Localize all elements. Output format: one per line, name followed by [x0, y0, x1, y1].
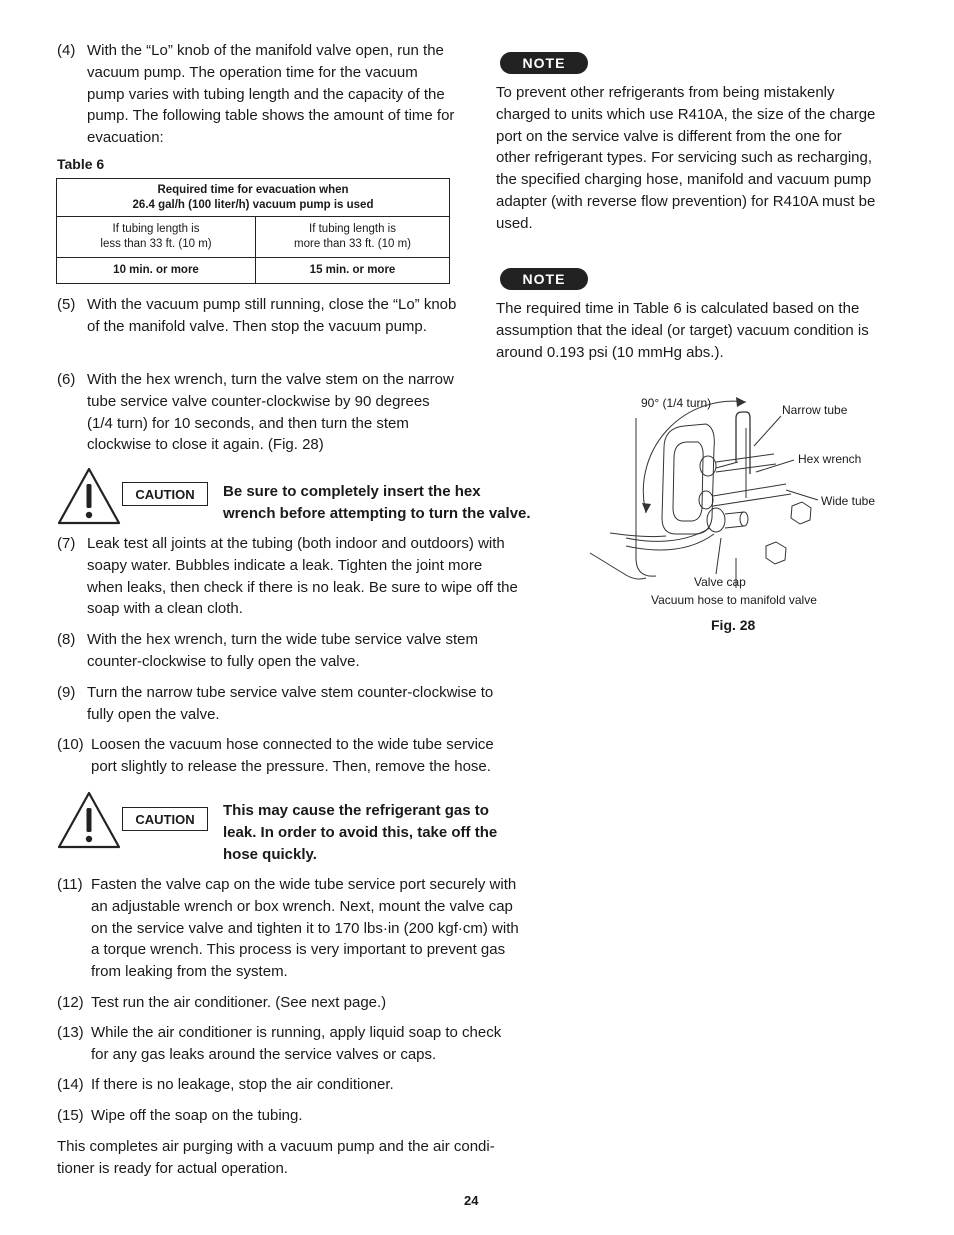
figure-label: 90° (1/4 turn) — [641, 396, 712, 410]
step-text: If there is no leakage, stop the air conditioner. — [91, 1076, 394, 1093]
table-header — [57, 179, 450, 217]
step-11 — [57, 874, 522, 983]
step-text: Turn the narrow tube service valve stem counter-clockwise to fully open the valve. — [87, 684, 494, 723]
step-15 — [57, 1105, 522, 1127]
step-number: (8) — [57, 631, 76, 648]
table-header-line: 26.4 gal/h (100 liter/h) vacuum pump is used — [132, 198, 374, 211]
table-header-line: Required time for evacuation when — [157, 183, 349, 196]
note-label: NOTE — [500, 268, 588, 290]
figure-caption: Fig. 28 — [711, 617, 756, 633]
step-4 — [57, 40, 457, 149]
figure-label: Valve cap — [694, 575, 746, 589]
step-text: With the hex wrench, turn the wide tube service valve stem counter-clockwise to fully open the valve. — [87, 631, 479, 670]
caution-label: CAUTION — [122, 807, 208, 831]
warning-triangle-icon — [56, 466, 122, 526]
step-number: (5) — [57, 296, 76, 313]
step-text: Loosen the vacuum hose connected to the wide tube service port slightly to release the pressure. Then, remove the hose. — [91, 736, 494, 775]
step-text: Fasten the valve cap on the wide tube service port securely with an adjustable wrench or box wrench. Next, mount the valve cap on the service valve and tighten it to 170 lbs·in (200 kgf·cm) with a torque wrench. This process is very important to prevent gas from leaking from the system. — [91, 876, 519, 981]
caution-text — [223, 800, 497, 866]
step-8 — [57, 629, 522, 673]
step-text: Leak test all joints at the tubing (both indoor and outdoors) with soapy water. Bubbles indicate a leak. Tighten the joint more when leaks, then check if there is no leak. Be sure to wipe off the soap with a clean cloth. — [87, 535, 518, 618]
step-10 — [57, 734, 522, 778]
step-number: (11) — [57, 876, 83, 893]
step-number: (4) — [57, 42, 76, 59]
step-14 — [57, 1074, 522, 1096]
step-text: With the vacuum pump still running, close the “Lo” knob of the manifold valve. Then stop the vacuum pump. — [87, 296, 457, 335]
step-text: With the “Lo” knob of the manifold valve open, run the vacuum pump. The operation time for the vacuum pump varies with tubing length and the capacity of the pump. The following table shows the amount of time for evacuation: — [87, 42, 455, 147]
step-number: (7) — [57, 535, 76, 552]
page-number: 24 — [464, 1193, 479, 1208]
step-number: (13) — [57, 1024, 84, 1041]
step-number: (12) — [57, 994, 84, 1011]
figure-label: Wide tube — [821, 494, 876, 508]
step-13 — [57, 1022, 522, 1066]
caution-line: wrench before attempting to turn the valve. — [223, 505, 531, 522]
figure-label: Narrow tube — [782, 403, 848, 417]
figure-label: Hex wrench — [798, 452, 862, 466]
table-cell-line: If tubing length is — [112, 223, 200, 235]
caution-line: This may cause the refrigerant gas to — [223, 802, 489, 819]
caution-line: leak. In order to avoid this, take off the — [223, 824, 498, 841]
caution-line: Be sure to completely insert the hex — [223, 483, 481, 500]
step-number: (9) — [57, 684, 76, 701]
step-number: (6) — [57, 371, 76, 388]
caution-text — [223, 481, 531, 525]
warning-triangle-icon — [56, 790, 122, 850]
table-cell-line: more than 33 ft. (10 m) — [294, 238, 411, 250]
step-number: (14) — [57, 1076, 84, 1093]
step-12 — [57, 992, 522, 1014]
step-text: With the hex wrench, turn the valve stem on the narrow tube service valve counter-clockwise by 90 degrees (1/4 turn) for 10 seconds, and then turn the stem clockwise to close it again. (Fig. 28) — [87, 371, 454, 454]
step-7 — [57, 533, 522, 620]
table-title: Table 6 — [57, 156, 105, 172]
service-valve-illustration — [586, 388, 886, 588]
caution-label: CAUTION — [122, 482, 208, 506]
step-text: While the air conditioner is running, apply liquid soap to check for any gas leaks around the service valves or caps. — [91, 1024, 502, 1063]
figure-label: Vacuum hose to manifold valve — [651, 593, 817, 607]
table-col-header — [57, 217, 256, 258]
table-cell: 15 min. or more — [256, 258, 450, 284]
step-text: Test run the air conditioner. (See next page.) — [91, 994, 387, 1011]
step-number: (10) — [57, 736, 84, 753]
step-number: (15) — [57, 1107, 84, 1124]
table-cell: 10 min. or more — [57, 258, 256, 284]
step-9 — [57, 682, 522, 726]
note-label: NOTE — [500, 52, 588, 74]
table-6 — [56, 178, 450, 284]
table-cell-line: less than 33 ft. (10 m) — [100, 238, 212, 250]
note-text: The required time in Table 6 is calculated based on the assumption that the ideal (or target) vacuum condition is around 0.193 psi (10 mmHg abs.). — [496, 300, 869, 361]
table-col-header — [256, 217, 450, 258]
step-text: Wipe off the soap on the tubing. — [91, 1107, 303, 1124]
step-5 — [57, 294, 457, 338]
caution-line: hose quickly. — [223, 846, 317, 863]
step-6 — [57, 369, 457, 456]
table-cell-line: If tubing length is — [309, 223, 396, 235]
note-text: To prevent other refrigerants from being mistakenly charged to units which use R410A, the size of the charge port on the service valve is different from the one for other refrigerant types. For servicing such as recharging, the specified charging hose, manifold and vacuum pump adapter (with reverse flow prevention) for R410A must be used. — [496, 84, 876, 232]
closing-paragraph: This completes air purging with a vacuum pump and the air conditioner is ready for actual operation. — [57, 1138, 495, 1177]
